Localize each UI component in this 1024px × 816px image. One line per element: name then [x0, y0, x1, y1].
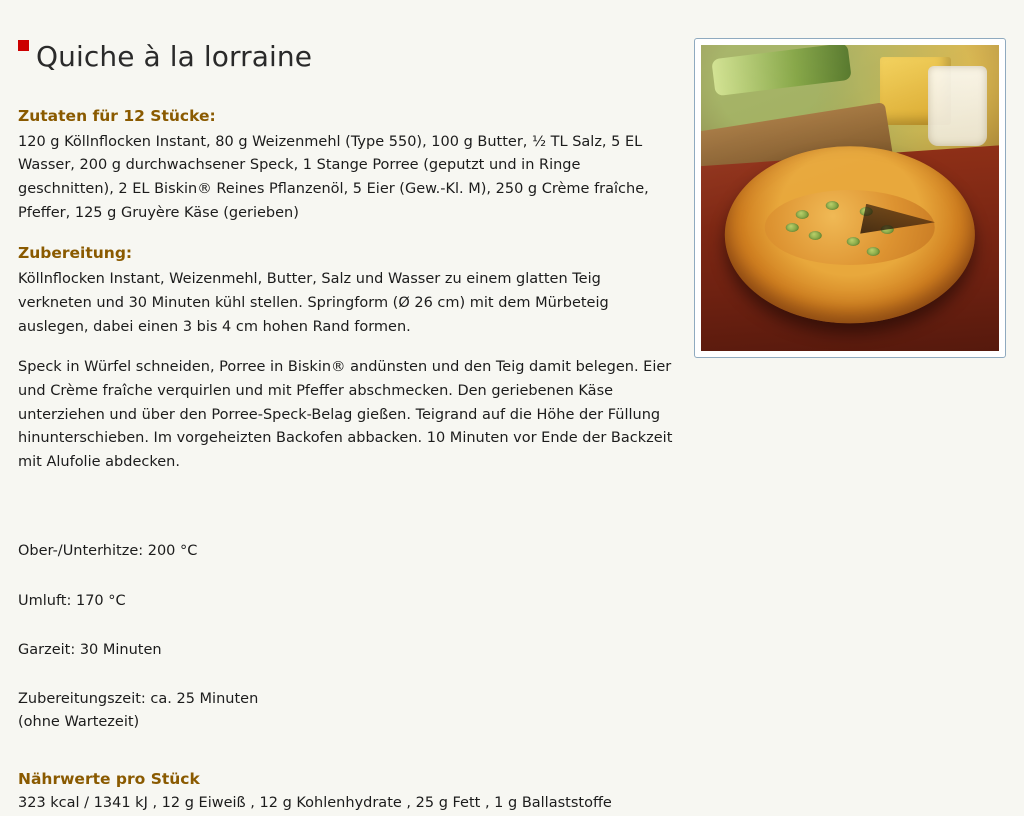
preparation-section	[18, 243, 678, 474]
recipe-content	[18, 22, 678, 816]
fact-item	[18, 540, 678, 563]
preparation-heading: Zubereitung:	[18, 244, 133, 263]
ingredients-text: 120 g Köllnflocken Instant, 80 g Weizenmehl (Type 550), 100 g Butter, ½ TL Salz, 5 EL Wasser, 200 g durchwachsener Speck, 1 Stange Porree (geputzt und in Ringe geschnitten), 2 EL Biskin® Reines Pflanzenöl, 5 Eier (Gew.-Kl. M), 250 g Crème fraîche, Pfeffer, 125 g Gruyère Käse (gerieben)	[18, 133, 649, 221]
leek-slice-icon	[826, 201, 839, 210]
fact-label: Umluft: 170 °C	[18, 592, 126, 609]
fact-label: Garzeit: 30 Minuten	[18, 641, 162, 658]
ingredients-section	[18, 106, 678, 226]
fact-item	[18, 688, 678, 734]
bullet-square-icon	[18, 40, 29, 51]
cream-jug-icon	[928, 66, 988, 146]
leek-slice-icon	[847, 237, 860, 246]
fact-label: Zubereitungszeit: ca. 25 Minuten	[18, 691, 259, 708]
page-title	[18, 22, 678, 92]
leek-slice-icon	[867, 247, 880, 256]
cut-slice-gap	[860, 204, 935, 234]
leek-slice-icon	[785, 223, 798, 232]
quiche-filling	[765, 190, 935, 265]
ingredients-heading: Zutaten für 12 Stücke:	[18, 106, 216, 125]
leek-slice-icon	[796, 210, 809, 219]
preparation-paragraph-2: Speck in Würfel schneiden, Porree in Biskin® andünsten und den Teig damit belegen. Eier und Crème fraîche verquirlen und mit Pfeffer abschmecken. Den geriebenen Käse unterziehen und über den Porree-Speck-Belag gießen. Teigrand auf die Höhe der Füllung hinunterschieben. Im vorgeheizten Backofen abbacken. 10 Minuten vor Ende der Backzeit mit Alufolie abdecken.	[18, 359, 673, 470]
cooking-facts	[18, 540, 678, 734]
nutrition-text: 323 kcal / 1341 kJ , 12 g Eiweiß , 12 g Kohlenhydrate , 25 g Fett , 1 g Ballaststoffe	[18, 795, 612, 812]
fact-item	[18, 590, 678, 613]
quiche-icon	[725, 146, 975, 323]
fact-sublabel: (ohne Wartezeit)	[18, 714, 140, 731]
fact-item	[18, 639, 678, 662]
recipe-photo	[701, 45, 999, 351]
nutrition-section	[18, 770, 678, 816]
nutrition-heading: Nährwerte pro Stück	[18, 770, 200, 789]
leek-slice-icon	[809, 231, 822, 240]
fact-label: Ober-/Unterhitze: 200 °C	[18, 543, 198, 560]
preparation-paragraph-1: Köllnflocken Instant, Weizenmehl, Butter, Salz und Wasser zu einem glatten Teig verkneten und 30 Minuten kühl stellen. Springform (Ø 26 cm) mit dem Mürbeteig auslegen, dabei einen 3 bis 4 cm hohen Rand formen.	[18, 271, 609, 335]
recipe-photo-frame	[694, 38, 1006, 358]
recipe-title: Quiche à la lorraine	[36, 39, 313, 73]
